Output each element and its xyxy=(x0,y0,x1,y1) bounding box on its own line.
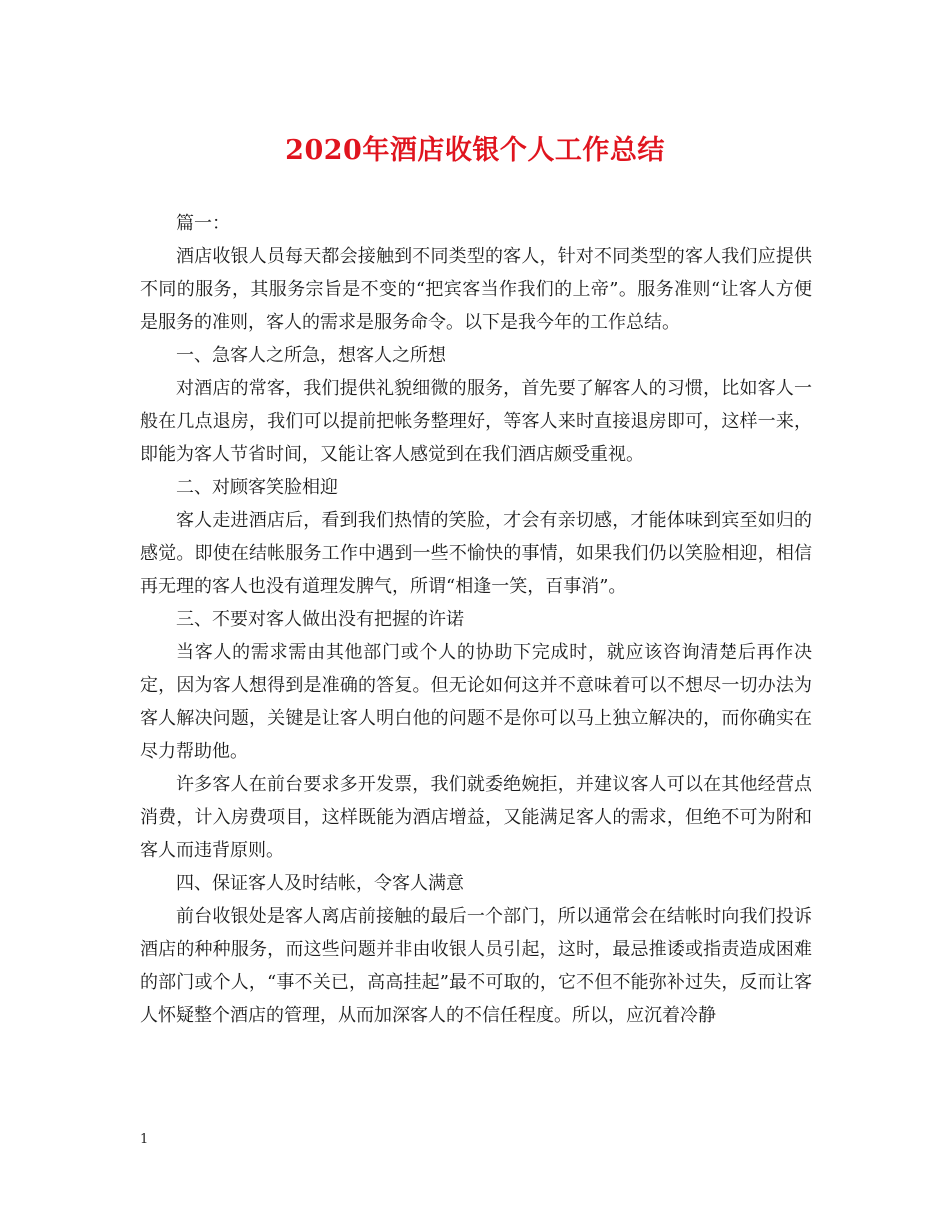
section-heading: 二、对顾客笑脸相迎 xyxy=(176,477,338,498)
paragraph: 客人走进酒店后，看到我们热情的笑脸，才会有亲切感，才能体味到宾至如归的感觉。即使在结帐服务工作中遇到一些不愉快的事情，如果我们仍以笑脸相迎，相信再无理的客人也没有道理发脾气，所谓“相逢一笑，百事消”。 xyxy=(140,510,812,597)
document-body xyxy=(140,207,812,1032)
page-number: 1 xyxy=(140,1132,149,1147)
document-title: 2020年酒店收银个人工作总结 xyxy=(285,135,665,166)
section-label: 篇一： xyxy=(176,213,230,234)
paragraph: 当客人的需求需由其他部门或个人的协助下完成时，就应该咨询清楚后再作决定，因为客人想得到是准确的答复。但无论如何这并不意味着可以不想尽一切办法为客人解决问题，关键是让客人明白他的问题不是你可以马上独立解决的，而你确实在尽力帮助他。 xyxy=(140,642,812,762)
section-heading: 三、不要对客人做出没有把握的许诺 xyxy=(176,609,464,630)
paragraph: 前台收银处是客人离店前接触的最后一个部门，所以通常会在结帐时向我们投诉酒店的种种服务，而这些问题并非由收银人员引起，这时，最忌推诿或指责造成困难的部门或个人，“事不关已，高高挂起”最不可取的，它不但不能弥补过失，反而让客人怀疑整个酒店的管理，从而加深客人的不信任程度。所以，应沉着冷静 xyxy=(140,906,812,1026)
paragraph: 酒店收银人员每天都会接触到不同类型的客人，针对不同类型的客人我们应提供不同的服务，其服务宗旨是不变的“把宾客当作我们的上帝”。服务准则“让客人方便是服务的准则，客人的需求是服务命令。以下是我今年的工作总结。 xyxy=(140,246,812,333)
paragraph: 对酒店的常客，我们提供礼貌细微的服务，首先要了解客人的习惯，比如客人一般在几点退房，我们可以提前把帐务整理好，等客人来时直接退房即可，这样一来，即能为客人节省时间，又能让客人感觉到在我们酒店颇受重视。 xyxy=(140,378,812,465)
paragraph: 许多客人在前台要求多开发票，我们就委绝婉拒，并建议客人可以在其他经营点消费，计入房费项目，这样既能为酒店增益，又能满足客人的需求，但绝不可为附和客人而违背原则。 xyxy=(140,774,812,861)
section-heading: 一、急客人之所急，想客人之所想 xyxy=(176,345,446,366)
section-heading: 四、保证客人及时结帐，令客人满意 xyxy=(176,873,464,894)
